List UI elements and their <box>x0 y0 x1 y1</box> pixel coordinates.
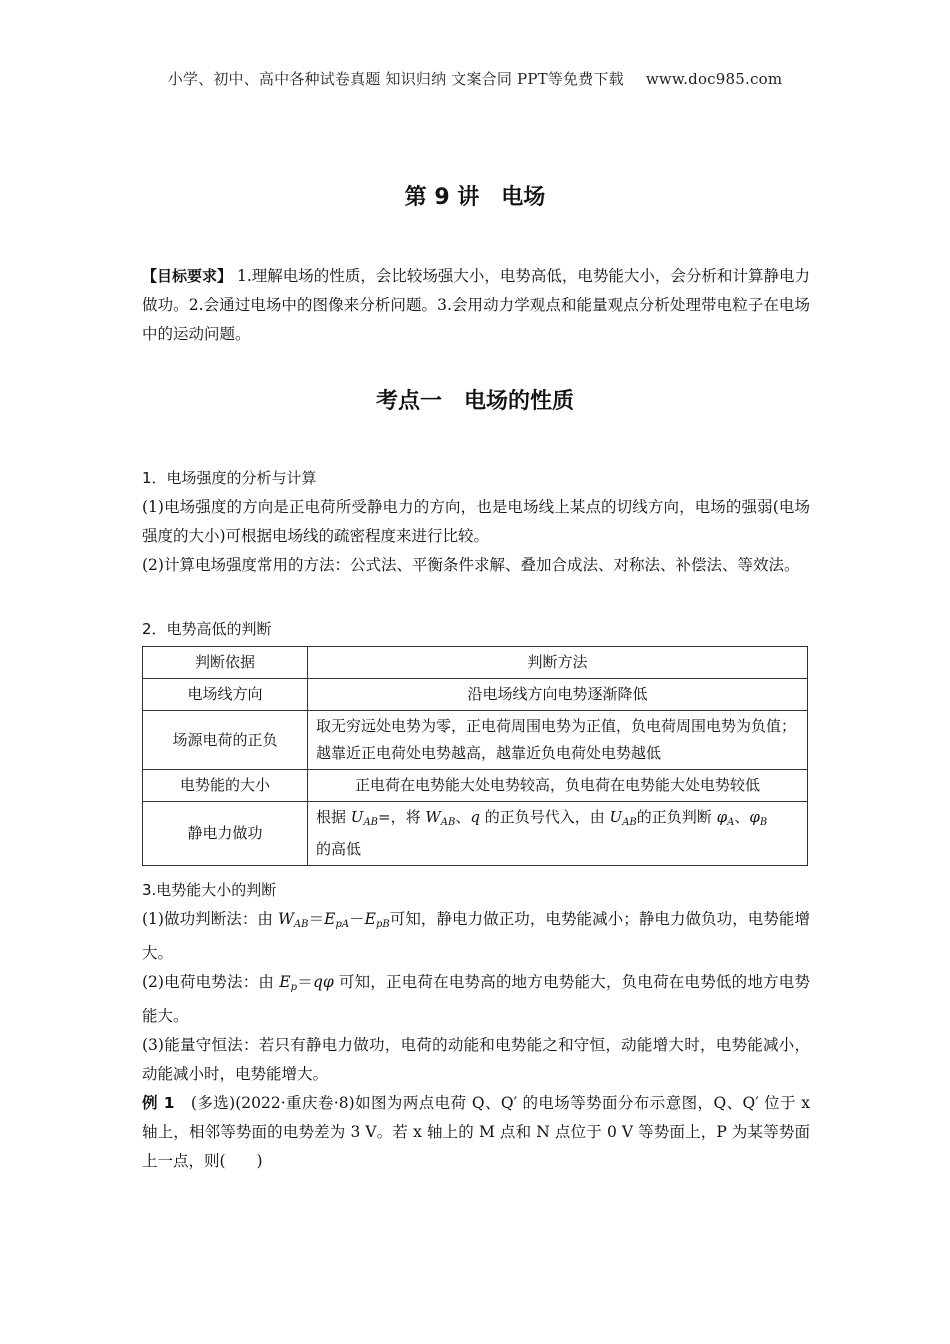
section-title: 考点一 电场的性质 <box>375 389 574 414</box>
table-cell-formula <box>308 802 808 866</box>
text: 的正负判断 <box>636 808 717 826</box>
var-u: U <box>350 808 364 826</box>
text: － <box>349 910 365 928</box>
text: 根据 <box>316 808 351 826</box>
section-1 <box>142 464 810 580</box>
text: 的高低 <box>316 840 362 858</box>
text: (2)电荷电势法：由 <box>142 973 280 991</box>
text: 可知，正电荷在电势高的地方电势能大，负电荷在电势低的地方电势能大。 <box>142 973 810 1025</box>
section-1-paragraph-1: (1)电场强度的方向是正电荷所受静电力的方向，也是电场线上某点的切线方向，电场的强弱(电场强度的大小)可根据电场线的疏密程度来进行比较。 <box>142 498 810 545</box>
sub-pb: pB <box>375 919 390 930</box>
sub-ab: AB <box>440 817 456 828</box>
text: ＝ <box>308 910 325 928</box>
section-3-paragraph-2 <box>142 968 810 1031</box>
text: ＝ <box>297 973 313 991</box>
text: 可知，静电力做正功，电势能减小；静电力做负功，电势能增大。 <box>142 910 810 962</box>
section-1-paragraph-2: (2)计算电场强度常用的方法：公式法、平衡条件求解、叠加合成法、对称法、补偿法、等效法。 <box>142 556 800 574</box>
example-text: (多选)(2022·重庆卷·8)如图为两点电荷 Q、Q′ 的电场等势面分布示意图，Q、Q′ 位于 x 轴上，相邻等势面的电势差为 3 V。若 x 轴上的 M 点和 N 点位于 0 V 等势面上，P 为某等势面上一点，则( ) <box>142 1094 811 1170</box>
text: = <box>378 808 391 826</box>
table-cell: 场源电荷的正负 <box>143 711 308 770</box>
var-phi: φ <box>716 808 728 826</box>
table-cell: 取无穷远处电势为零，正电荷周围电势为正值，负电荷周围电势为负值；越靠近正电荷处电势越高，越靠近负电荷处电势越低 <box>308 711 808 770</box>
var-phi: φ <box>749 808 760 826</box>
goal-paragraph <box>142 262 810 349</box>
table-cell: 电场线方向 <box>143 679 308 711</box>
table-cell: 电势能的大小 <box>143 770 308 802</box>
var-u: U <box>609 808 623 826</box>
header-url[interactable]: www.doc985.com <box>645 70 783 88</box>
example-1 <box>142 1089 810 1176</box>
table-row <box>143 711 808 770</box>
sub-ab: AB <box>622 817 637 828</box>
section-2 <box>142 615 810 644</box>
section-3 <box>142 876 810 1176</box>
table-header-row <box>143 647 808 679</box>
table-row <box>143 802 808 866</box>
var-q: q <box>470 808 480 826</box>
page-header <box>0 68 950 89</box>
var-e: E <box>324 910 336 928</box>
table-cell: 正电荷在电势能大处电势较高，负电荷在电势能大处电势较低 <box>308 770 808 802</box>
var-qphi: qφ <box>312 973 334 991</box>
text: 的正负号代入，由 <box>480 808 610 826</box>
table-row <box>143 770 808 802</box>
table-header-cell: 判断依据 <box>143 647 308 679</box>
goal-label: 【目标要求】 <box>142 267 233 285</box>
section-2-heading: 2．电势高低的判断 <box>142 620 272 638</box>
var-e: E <box>279 973 291 991</box>
sub-p: p <box>290 982 298 993</box>
section-3-paragraph-3: (3)能量守恒法：若只有静电力做功，电荷的动能和电势能之和守恒，动能增大时，电势能减小，动能减小时，电势能增大。 <box>142 1036 810 1083</box>
table-header-cell: 判断方法 <box>308 647 808 679</box>
table-cell: 静电力做功 <box>143 802 308 866</box>
goal-text: 1.理解电场的性质，会比较场强大小，电势高低，电势能大小，会分析和计算静电力做功。2.会通过电场中的图像来分析问题。3.会用动力学观点和能量观点分析处理带电粒子在电场中的运动问题。 <box>142 267 810 343</box>
text: 、 <box>734 808 750 826</box>
sub-pa: pA <box>335 919 350 930</box>
header-text: 小学、初中、高中各种试卷真题 知识归纳 文案合同 PPT等免费下载 <box>167 70 624 88</box>
example-label: 例 1 <box>142 1094 175 1112</box>
text: 、 <box>455 808 471 826</box>
lecture-title: 第 9 讲 电场 <box>404 185 546 210</box>
section-1-heading: 1．电场强度的分析与计算 <box>142 469 317 487</box>
sub-b: B <box>759 817 768 828</box>
text: ，将 <box>390 808 426 826</box>
table-cell: 沿电场线方向电势逐渐降低 <box>308 679 808 711</box>
var-w: W <box>277 910 294 928</box>
sub-ab: AB <box>293 919 309 930</box>
table-row <box>143 679 808 711</box>
potential-table <box>142 646 808 866</box>
sub-a: A <box>727 817 735 828</box>
text: (1)做功判断法：由 <box>142 910 278 928</box>
section-3-heading: 3.电势能大小的判断 <box>142 881 277 899</box>
sub-ab: AB <box>363 817 379 828</box>
var-w: W <box>425 808 441 826</box>
section-3-paragraph-1 <box>142 905 810 968</box>
var-e: E <box>364 910 376 928</box>
